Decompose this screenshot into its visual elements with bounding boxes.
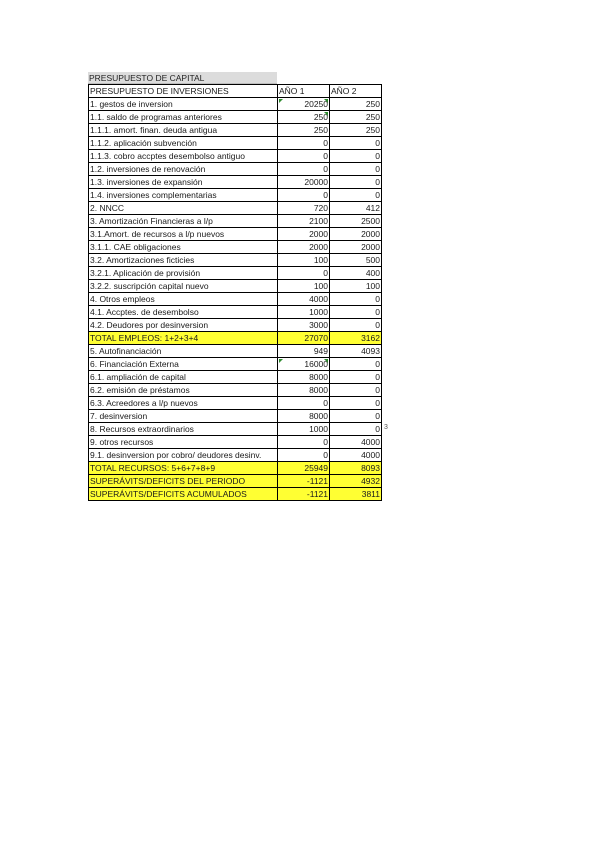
table-row [89, 241, 382, 254]
row-label: 3.2.1. Aplicación de provisión [89, 267, 278, 280]
row-year1: 2100 [278, 215, 330, 228]
row-year2: 4000 [330, 436, 382, 449]
spreadsheet [88, 72, 388, 501]
row-label: 4.2. Deudores por desinversion [89, 319, 278, 332]
row-year2: 412 [330, 202, 382, 215]
row-year2: 0 [330, 306, 382, 319]
table-row [89, 189, 382, 202]
row-label: 5. Autofinanciación [89, 345, 278, 358]
row-year2: 100 [330, 280, 382, 293]
table-row [89, 228, 382, 241]
table-row [89, 163, 382, 176]
row-year1: 3000 [278, 319, 330, 332]
row-label: TOTAL RECURSOS: 5+6+7+8+9 [89, 462, 278, 475]
row-year1: 8000 [278, 371, 330, 384]
table-row [89, 423, 382, 436]
stray-mark: 3 [384, 424, 388, 431]
row-year2: 0 [330, 319, 382, 332]
row-year1: 20000 [278, 176, 330, 189]
row-label: 1.4. inversiones complementarias [89, 189, 278, 202]
row-label: SUPERÁVITS/DEFICITS DEL PERIODO [89, 475, 278, 488]
row-year2: 8093 [330, 462, 382, 475]
row-year2: 0 [330, 384, 382, 397]
row-label: 8. Recursos extraordinarios [89, 423, 278, 436]
comment-marker-icon [324, 99, 328, 103]
row-label: 1. gestos de inversion [89, 98, 278, 111]
table-row [89, 384, 382, 397]
row-label: 7. desinversion [89, 410, 278, 423]
row-label: 9.1. desinversion por cobro/ deudores desinv. [89, 449, 278, 462]
row-year2: 0 [330, 176, 382, 189]
row-year1: 0 [278, 397, 330, 410]
table-row [89, 410, 382, 423]
row-year1: 100 [278, 280, 330, 293]
table-row [89, 345, 382, 358]
row-year2: 4000 [330, 449, 382, 462]
row-year1: 0 [278, 189, 330, 202]
row-label: 3.1.1. CAE obligaciones [89, 241, 278, 254]
row-year2: 0 [330, 137, 382, 150]
row-year2: 2500 [330, 215, 382, 228]
row-year1: 0 [278, 137, 330, 150]
table-row [89, 254, 382, 267]
row-year2: 3162 [330, 332, 382, 345]
comment-marker-icon [324, 359, 328, 363]
table-row [89, 293, 382, 306]
row-year2: 4932 [330, 475, 382, 488]
header-label: PRESUPUESTO DE INVERSIONES [89, 85, 278, 98]
header-row [89, 85, 382, 98]
table-row [89, 488, 382, 501]
row-year1: -1121 [278, 488, 330, 501]
row-year1: 0 [278, 163, 330, 176]
table-row [89, 280, 382, 293]
row-year2: 4093 [330, 345, 382, 358]
row-year1: 20250 [278, 98, 330, 111]
row-year2: 0 [330, 293, 382, 306]
table-row [89, 371, 382, 384]
row-year2: 0 [330, 189, 382, 202]
row-label: 3.2. Amortizaciones ficticies [89, 254, 278, 267]
row-year2: 250 [330, 111, 382, 124]
row-year1: 720 [278, 202, 330, 215]
header-year1: AÑO 1 [278, 85, 330, 98]
row-label: 1.1. saldo de programas anteriores [89, 111, 278, 124]
row-year1: 1000 [278, 423, 330, 436]
row-year2: 0 [330, 410, 382, 423]
row-label: 1.2. inversiones de renovación [89, 163, 278, 176]
row-year2: 3811 [330, 488, 382, 501]
table-row [89, 332, 382, 345]
table-row [89, 449, 382, 462]
row-label: SUPERÁVITS/DEFICITS ACUMULADOS [89, 488, 278, 501]
title-row [88, 72, 382, 84]
row-year1: 100 [278, 254, 330, 267]
row-label: 3.2.2. suscripción capital nuevo [89, 280, 278, 293]
row-label: 6.1. ampliación de capital [89, 371, 278, 384]
row-year2: 400 [330, 267, 382, 280]
budget-table [88, 84, 382, 501]
row-year1: 27070 [278, 332, 330, 345]
row-label: 9. otros recursos [89, 436, 278, 449]
row-year1: 25949 [278, 462, 330, 475]
row-year1: 8000 [278, 410, 330, 423]
row-year2: 0 [330, 423, 382, 436]
row-label: 3.1.Amort. de recursos a l/p nuevos [89, 228, 278, 241]
row-label: 6.3. Acreedores a l/p nuevos [89, 397, 278, 410]
table-row [89, 215, 382, 228]
table-row [89, 267, 382, 280]
row-label: 1.1.3. cobro accptes desembolso antiguo [89, 150, 278, 163]
table-row [89, 306, 382, 319]
row-label: TOTAL EMPLEOS: 1+2+3+4 [89, 332, 278, 345]
row-year1: 0 [278, 449, 330, 462]
row-year1: 4000 [278, 293, 330, 306]
table-row [89, 475, 382, 488]
row-year1: 0 [278, 150, 330, 163]
table-row [89, 98, 382, 111]
table-row [89, 124, 382, 137]
row-label: 6.2. emisión de préstamos [89, 384, 278, 397]
row-year1: 8000 [278, 384, 330, 397]
table-row [89, 111, 382, 124]
row-year1: 2000 [278, 228, 330, 241]
table-row [89, 397, 382, 410]
row-year2: 250 [330, 124, 382, 137]
row-year2: 2000 [330, 241, 382, 254]
row-year1: 949 [278, 345, 330, 358]
row-year1: 2000 [278, 241, 330, 254]
row-year1: 0 [278, 267, 330, 280]
table-row [89, 319, 382, 332]
comment-marker-icon [279, 99, 283, 103]
row-year2: 500 [330, 254, 382, 267]
row-year2: 0 [330, 371, 382, 384]
row-year2: 0 [330, 150, 382, 163]
row-year2: 0 [330, 358, 382, 371]
row-year2: 2000 [330, 228, 382, 241]
row-year1: 0 [278, 436, 330, 449]
comment-marker-icon [324, 112, 328, 116]
row-label: 4.1. Accptes. de desembolso [89, 306, 278, 319]
row-label: 2. NNCC [89, 202, 278, 215]
row-year1: 16000 [278, 358, 330, 371]
table-row [89, 358, 382, 371]
table-row [89, 176, 382, 189]
row-year2: 0 [330, 397, 382, 410]
row-year1: 250 [278, 124, 330, 137]
row-label: 1.3. inversiones de expansión [89, 176, 278, 189]
row-year2: 0 [330, 163, 382, 176]
table-row [89, 462, 382, 475]
row-label: 3. Amortización Financieras a l/p [89, 215, 278, 228]
header-year2: AÑO 2 [330, 85, 382, 98]
sheet-title: PRESUPUESTO DE CAPITAL [88, 72, 277, 84]
row-label: 1.1.1. amort. finan. deuda antigua [89, 124, 278, 137]
comment-marker-icon [279, 359, 283, 363]
row-year1: 1000 [278, 306, 330, 319]
table-row [89, 150, 382, 163]
row-year1: -1121 [278, 475, 330, 488]
row-label: 6. Financiación Externa [89, 358, 278, 371]
table-row [89, 137, 382, 150]
row-label: 1.1.2. aplicación subvención [89, 137, 278, 150]
table-row [89, 436, 382, 449]
table-row [89, 202, 382, 215]
row-label: 4. Otros empleos [89, 293, 278, 306]
row-year2: 250 [330, 98, 382, 111]
row-year1: 250 [278, 111, 330, 124]
